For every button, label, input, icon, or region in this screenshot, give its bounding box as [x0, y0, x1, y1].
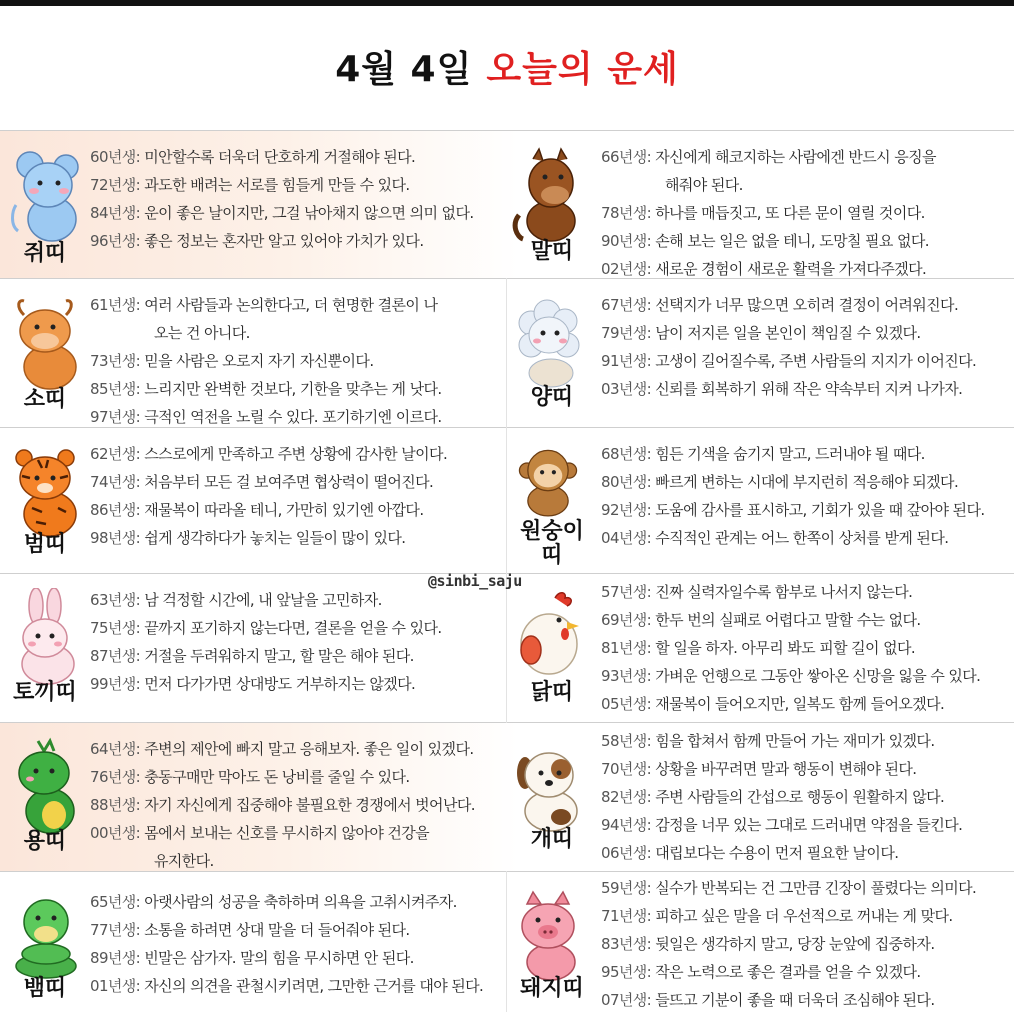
fortune-line: 68년생: 힘든 기색을 숨기지 말고, 드러내야 될 때다. — [601, 445, 925, 463]
fortune-line: 58년생: 힘을 합쳐서 함께 만들어 가는 재미가 있겠다. — [601, 732, 935, 750]
fortune-line: 06년생: 대립보다는 수용이 먼저 필요한 날이다. — [601, 844, 899, 862]
rooster-icon — [511, 588, 585, 688]
fortune-line: 유지한다. — [154, 852, 214, 870]
fortune-line: 64년생: 주변의 제안에 빠지 말고 응해보자. 좋은 일이 있겠다. — [90, 740, 474, 758]
fortune-line: 81년생: 할 일을 하자. 아무리 봐도 피할 길이 없다. — [601, 639, 916, 657]
fortune-line: 76년생: 충동구매만 막아도 돈 낭비를 줄일 수 있다. — [90, 768, 410, 786]
rat-icon — [8, 145, 82, 245]
zodiac-name: 소띠 — [23, 387, 67, 412]
zodiac-name: 토끼띠 — [13, 680, 77, 705]
zodiac-name: 닭띠 — [530, 680, 574, 705]
fortune-line: 77년생: 소통을 하려면 상대 말을 더 들어줘야 된다. — [90, 921, 410, 939]
zodiac-card-ox — [0, 279, 506, 427]
rabbit-icon — [8, 588, 82, 688]
fortune-line: 75년생: 끝까지 포기하지 않는다면, 결론을 얻을 수 있다. — [90, 619, 442, 637]
fortune-line: 98년생: 쉽게 생각하다가 놓치는 일들이 많이 있다. — [90, 529, 406, 547]
zodiac-card-dog — [507, 723, 1014, 871]
fortune-line: 71년생: 피하고 싶은 말을 더 우선적으로 꺼내는 게 맞다. — [601, 907, 953, 925]
zodiac-name: 뱀띠 — [23, 976, 67, 1001]
fortune-line: 01년생: 자신의 의견을 관철시키려면, 그만한 근거를 대야 된다. — [90, 977, 484, 995]
ox-icon — [8, 293, 82, 393]
watermark: @sinbi_saju — [428, 572, 522, 590]
zodiac-name-line1: 원숭이 — [520, 519, 584, 544]
fortune-line: 89년생: 빈말은 삼가자. 말의 힘을 무시하면 안 된다. — [90, 949, 414, 967]
fortune-line: 04년생: 수직적인 관계는 어느 한쪽이 상처를 받게 된다. — [601, 529, 949, 547]
fortune-line: 83년생: 뒷일은 생각하지 말고, 당장 눈앞에 집중하자. — [601, 935, 935, 953]
fortune-line: 96년생: 좋은 정보는 혼자만 알고 있어야 가치가 있다. — [90, 232, 424, 250]
pig-icon — [511, 886, 585, 986]
fortune-line: 해줘야 된다. — [665, 176, 743, 194]
zodiac-card-horse — [507, 131, 1014, 278]
zodiac-name-line2: 띠 — [541, 543, 563, 568]
fortune-line: 95년생: 작은 노력으로 좋은 결과를 얻을 수 있겠다. — [601, 963, 921, 981]
fortune-line: 74년생: 처음부터 모든 걸 보여주면 협상력이 떨어진다. — [90, 473, 434, 491]
fortune-line: 85년생: 느리지만 완벽한 것보다, 기한을 맞추는 게 낫다. — [90, 380, 442, 398]
zodiac-card-pig — [507, 872, 1014, 1012]
fortune-line: 57년생: 진짜 실력자일수록 함부로 나서지 않는다. — [601, 583, 913, 601]
fortune-line: 79년생: 남이 저지른 일을 본인이 책임질 수 있겠다. — [601, 324, 921, 342]
fortune-line: 84년생: 운이 좋은 날이지만, 그걸 낚아채지 않으면 의미 없다. — [90, 204, 474, 222]
snake-icon — [8, 886, 82, 986]
zodiac-name: 양띠 — [530, 385, 574, 410]
fortune-line: 99년생: 먼저 다가가면 상대방도 거부하지는 않겠다. — [90, 675, 416, 693]
fortune-line: 59년생: 실수가 반복되는 건 그만큼 긴장이 풀렸다는 의미다. — [601, 879, 977, 897]
dog-icon — [511, 737, 585, 837]
zodiac-card-snake — [0, 872, 506, 1012]
fortune-line: 07년생: 들뜨고 기분이 좋을 때 더욱더 조심해야 된다. — [601, 991, 935, 1009]
fortune-line: 87년생: 거절을 두려워하지 말고, 할 말은 해야 된다. — [90, 647, 414, 665]
fortune-line: 61년생: 여러 사람들과 논의한다고, 더 현명한 결론이 나 — [90, 296, 438, 314]
fortune-line: 91년생: 고생이 길어질수록, 주변 사람들의 지지가 이어진다. — [601, 352, 977, 370]
fortune-line: 88년생: 자기 자신에게 집중해야 불필요한 경쟁에서 벗어난다. — [90, 796, 475, 814]
sheep-icon — [511, 293, 585, 393]
horse-icon — [511, 145, 585, 245]
fortune-line: 67년생: 선택지가 너무 많으면 오히려 결정이 어려워진다. — [601, 296, 959, 314]
monkey-icon — [511, 442, 585, 526]
fortune-line: 80년생: 빠르게 변하는 시대에 부지런히 적응해야 되겠다. — [601, 473, 959, 491]
fortune-line: 60년생: 미안할수록 더욱더 단호하게 거절해야 된다. — [90, 148, 416, 166]
zodiac-card-dragon — [0, 723, 518, 871]
zodiac-card-sheep — [507, 279, 1014, 427]
fortune-line: 97년생: 극적인 역전을 노릴 수 있다. 포기하기엔 이르다. — [90, 408, 442, 426]
zodiac-name: 돼지띠 — [520, 976, 584, 1001]
zodiac-card-monkey — [507, 428, 1014, 573]
top-bar — [0, 0, 1014, 6]
zodiac-name: 쥐띠 — [23, 241, 67, 266]
fortune-line: 72년생: 과도한 배려는 서로를 힘들게 만들 수 있다. — [90, 176, 410, 194]
fortune-line: 90년생: 손해 보는 일은 없을 테니, 도망칠 필요 없다. — [601, 232, 929, 250]
fortune-line: 02년생: 새로운 경험이 새로운 활력을 가져다주겠다. — [601, 260, 927, 278]
fortune-line: 69년생: 한두 번의 실패로 어렵다고 말할 수는 없다. — [601, 611, 921, 629]
fortune-line: 오는 건 아니다. — [154, 324, 250, 342]
page-title — [0, 46, 1014, 94]
zodiac-name: 범띠 — [23, 532, 67, 557]
zodiac-name — [509, 520, 595, 568]
fortune-line: 94년생: 감정을 너무 있는 그대로 드러내면 약점을 들킨다. — [601, 816, 963, 834]
title-date: 4월 4일 — [335, 49, 473, 90]
fortune-line: 00년생: 몸에서 보내는 신호를 무시하지 않아야 건강을 — [90, 824, 430, 842]
zodiac-card-rat — [0, 131, 518, 278]
fortune-line: 65년생: 아랫사람의 성공을 축하하며 의욕을 고취시켜주자. — [90, 893, 457, 911]
fortune-line: 66년생: 자신에게 해코지하는 사람에겐 반드시 응징을 — [601, 148, 936, 166]
fortune-line: 92년생: 도움에 감사를 표시하고, 기회가 있을 때 갚아야 된다. — [601, 501, 985, 519]
zodiac-name: 개띠 — [530, 827, 574, 852]
fortune-line: 63년생: 남 걱정할 시간에, 내 앞날을 고민하자. — [90, 591, 382, 609]
fortune-line: 62년생: 스스로에게 만족하고 주변 상황에 감사한 날이다. — [90, 445, 448, 463]
fortune-line: 93년생: 가벼운 언행으로 그동안 쌓아온 신망을 잃을 수 있다. — [601, 667, 981, 685]
zodiac-name: 말띠 — [530, 239, 574, 264]
fortune-line: 82년생: 주변 사람들의 간섭으로 행동이 원활하지 않다. — [601, 788, 945, 806]
fortune-line: 05년생: 재물복이 들어오지만, 일복도 함께 들어오겠다. — [601, 695, 945, 713]
fortune-line: 03년생: 신뢰를 회복하기 위해 작은 약속부터 지켜 나가자. — [601, 380, 963, 398]
fortune-line: 86년생: 재물복이 따라올 테니, 가만히 있기엔 아깝다. — [90, 501, 424, 519]
dragon-icon — [8, 737, 82, 837]
zodiac-name: 용띠 — [23, 829, 67, 854]
zodiac-card-rooster — [507, 574, 1014, 722]
zodiac-card-tiger — [0, 428, 506, 573]
tiger-icon — [8, 442, 82, 542]
zodiac-card-rabbit — [0, 574, 506, 722]
fortune-line: 78년생: 하나를 매듭짓고, 또 다른 문이 열릴 것이다. — [601, 204, 925, 222]
fortune-line: 73년생: 믿을 사람은 오로지 자기 자신뿐이다. — [90, 352, 374, 370]
fortune-line: 70년생: 상황을 바꾸려면 말과 행동이 변해야 된다. — [601, 760, 917, 778]
title-main: 오늘의 운세 — [486, 49, 679, 90]
